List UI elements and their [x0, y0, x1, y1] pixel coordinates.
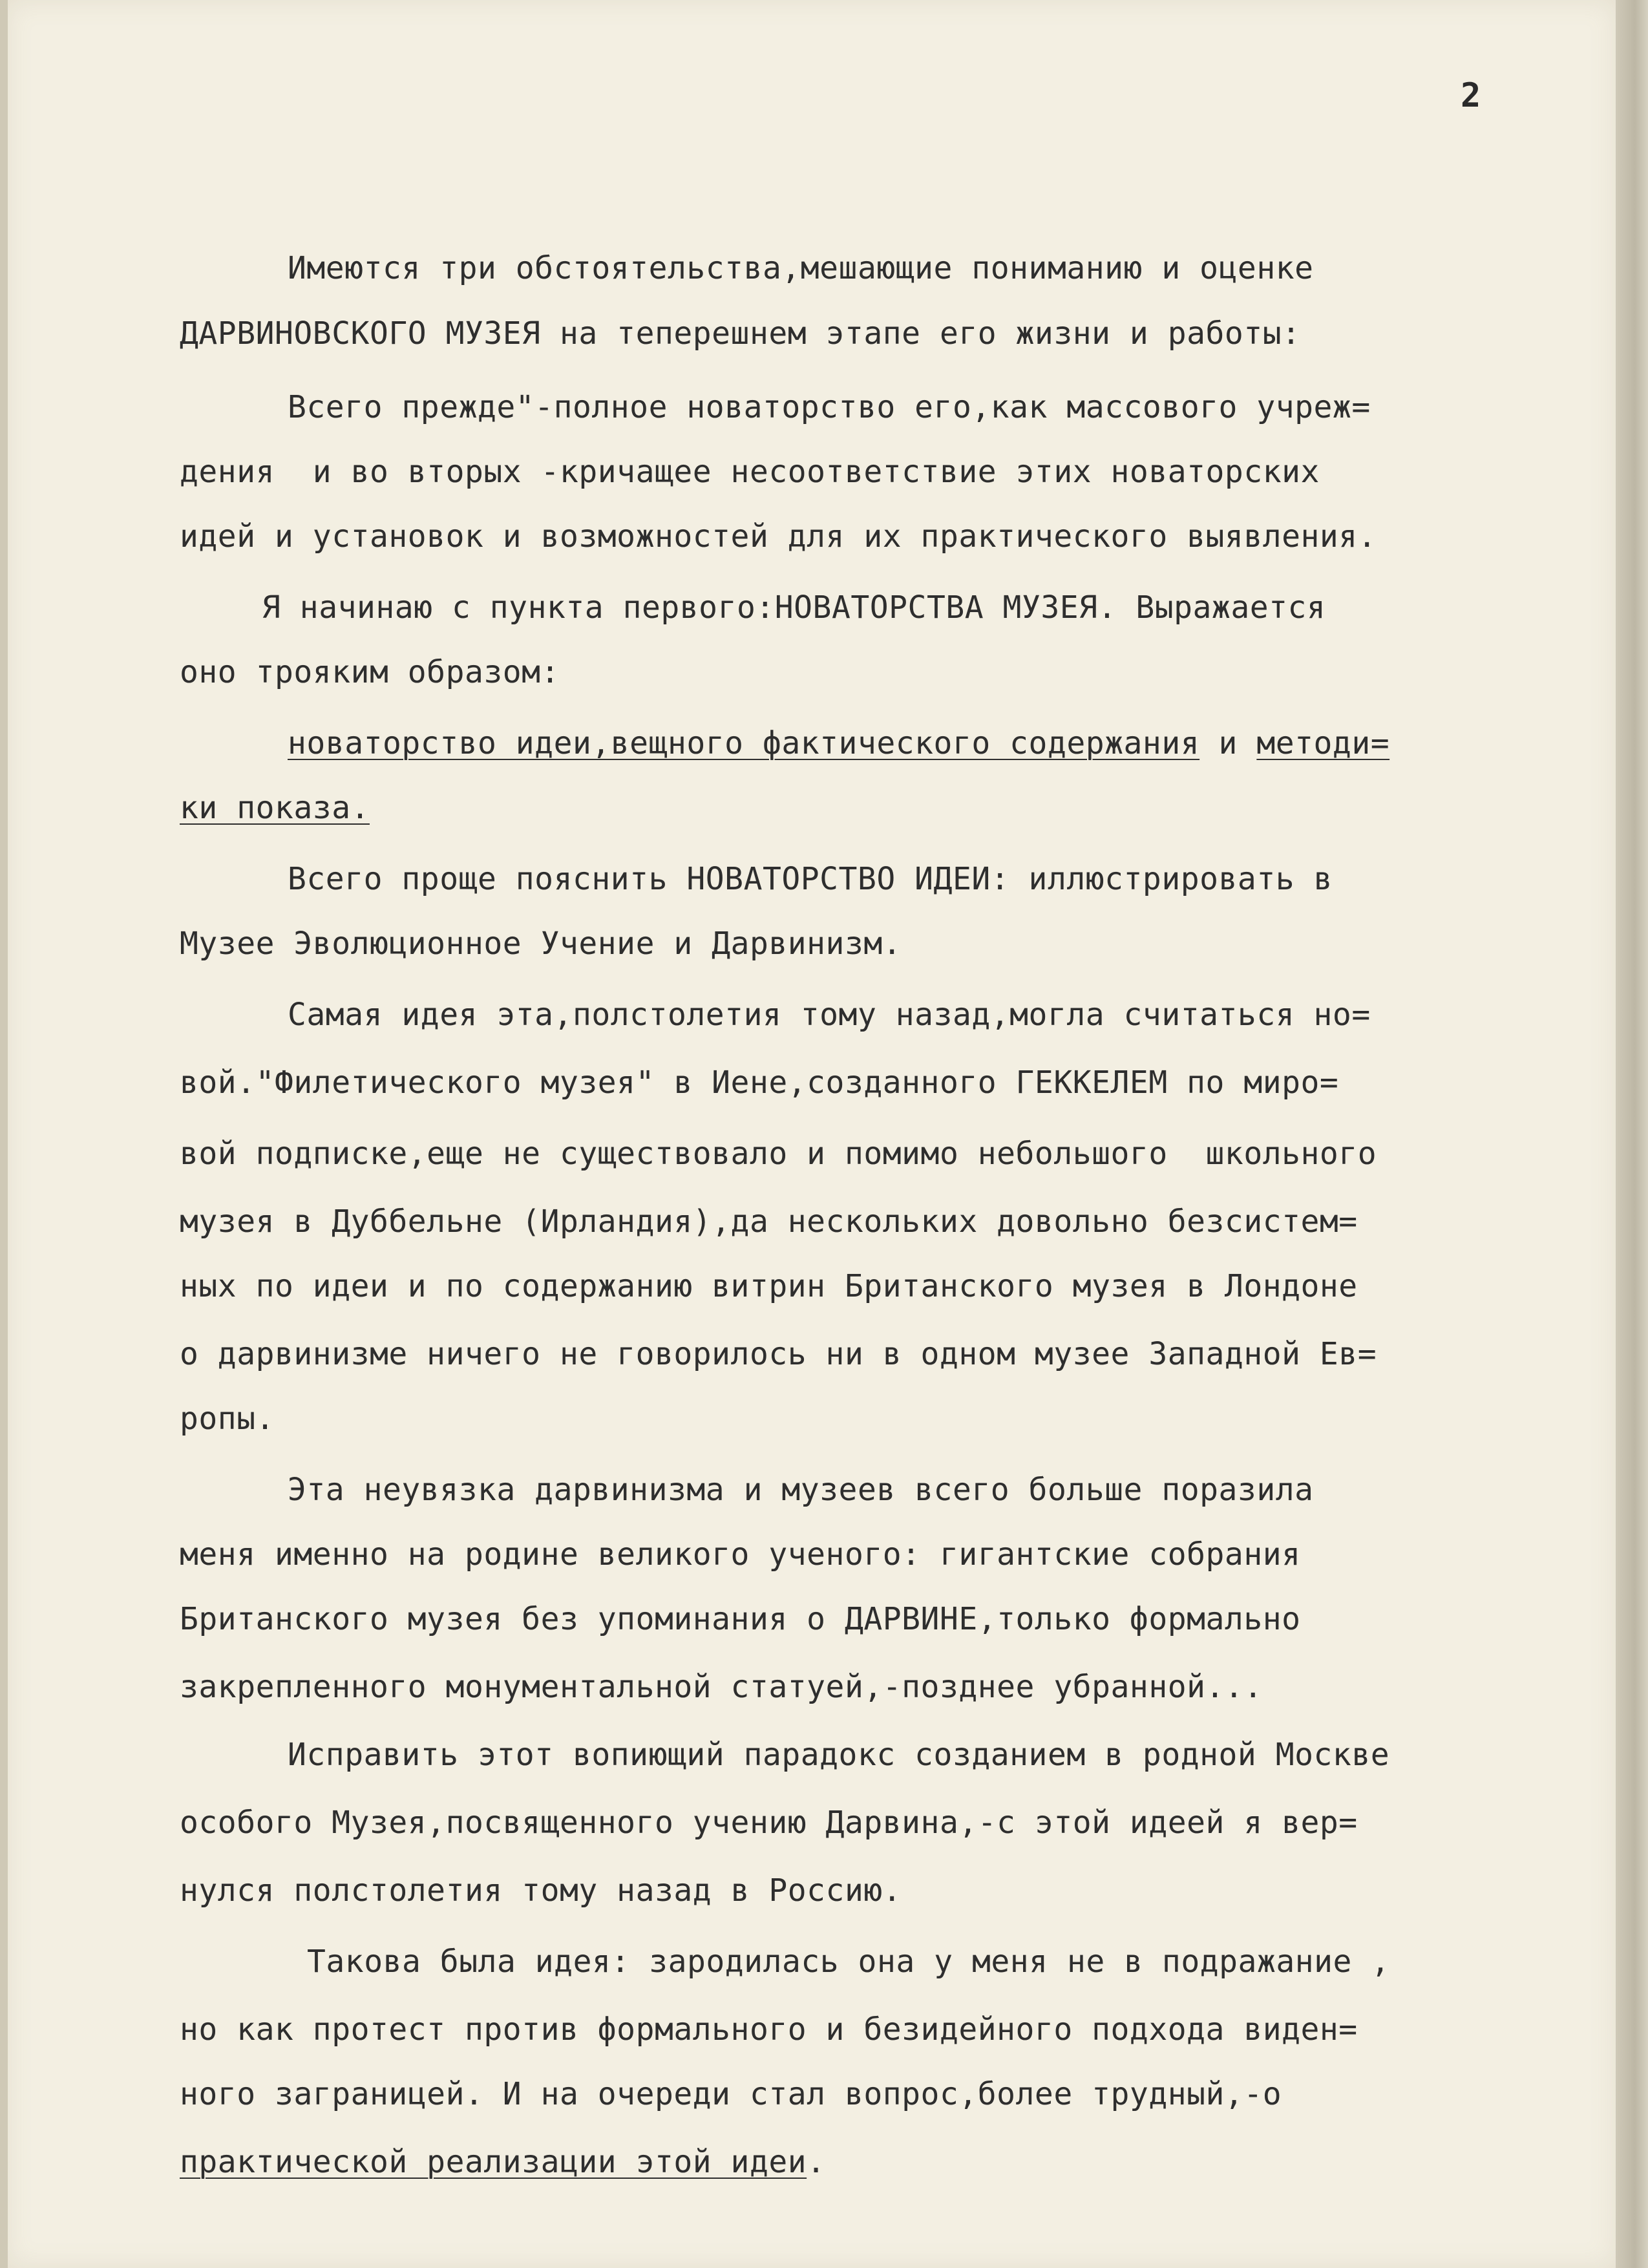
text-line: идей и установок и возможностей для их практического выявления.	[180, 518, 1377, 555]
text-fragment: .	[807, 2144, 826, 2180]
text-line: ного заграницей. И на очереди стал вопрос,более трудный,-о	[180, 2076, 1282, 2112]
text-line: Эта неувязка дарвинизма и музеев всего больше поразила	[288, 1472, 1314, 1508]
text-fragment: и	[1199, 725, 1257, 761]
text-line	[180, 789, 370, 827]
underlined-phrase: новаторство идеи,вещного фактического содержания	[288, 725, 1200, 761]
text-line: ДАРВИНОВСКОГО МУЗЕЯ на теперешнем этапе его жизни и работы:	[180, 315, 1301, 352]
text-line: оно трояким образом:	[180, 654, 560, 690]
text-line	[288, 724, 1389, 763]
text-line: Исправить этот вопиющий парадокс созданием в родной Москве	[288, 1737, 1390, 1773]
text-line: ропы.	[180, 1401, 275, 1437]
text-line: вой."Филетического музея" в Иене,созданного ГЕККЕЛЕМ по миро=	[180, 1065, 1339, 1101]
text-line: музея в Дуббельне (Ирландия),да нескольких довольно безсистем=	[180, 1203, 1358, 1240]
text-line: Британского музея без упоминания о ДАРВИНЕ,только формально	[180, 1601, 1301, 1637]
text-line: о дарвинизме ничего не говорилось ни в одном музее Западной Ев=	[180, 1336, 1377, 1372]
text-line: дения и во вторых -кричащее несоответствие этих новаторских	[180, 454, 1320, 490]
text-line: Я начинаю с пункта первого:НОВАТОРСТВА МУЗЕЯ. Выражается	[262, 589, 1326, 626]
page-number: 2	[1461, 76, 1481, 115]
text-line: Такова была идея: зародилась она у меня не в подражание ,	[307, 1944, 1390, 1980]
text-line: нулся полстолетия тому назад в Россию.	[180, 1872, 902, 1909]
underlined-phrase: ки показа.	[180, 790, 370, 826]
underlined-phrase: практической реализации этой идеи	[180, 2144, 807, 2180]
right-edge-shadow	[1616, 0, 1648, 2268]
underlined-phrase: методи=	[1256, 725, 1390, 761]
text-line: но как протест против формального и безидейного подхода виден=	[180, 2011, 1358, 2048]
text-line: Музее Эволюционное Учение и Дарвинизм.	[180, 926, 902, 962]
text-line: ных по идеи и по содержанию витрин Британского музея в Лондоне	[180, 1268, 1358, 1304]
text-line: закрепленного монументальной статуей,-позднее убранной...	[180, 1669, 1263, 1705]
left-edge-shadow	[0, 0, 8, 2268]
text-line: Имеются три обстоятельства,мешающие пониманию и оценке	[288, 250, 1314, 286]
text-line: вой подписке,еще не существовало и помимо небольшого школьного	[180, 1136, 1377, 1172]
text-line: особого Музея,посвященного учению Дарвина,-с этой идеей я вер=	[180, 1805, 1358, 1841]
text-line: меня именно на родине великого ученого: гигантские собрания	[180, 1536, 1301, 1573]
text-line: Всего прежде"-полное новаторство его,как массового учреж=	[288, 389, 1371, 425]
text-line: Самая идея эта,полстолетия тому назад,могла считаться но=	[288, 997, 1371, 1033]
text-line: Всего проще пояснить НОВАТОРСТВО ИДЕИ: иллюстрировать в	[288, 861, 1333, 897]
text-line	[180, 2143, 826, 2181]
